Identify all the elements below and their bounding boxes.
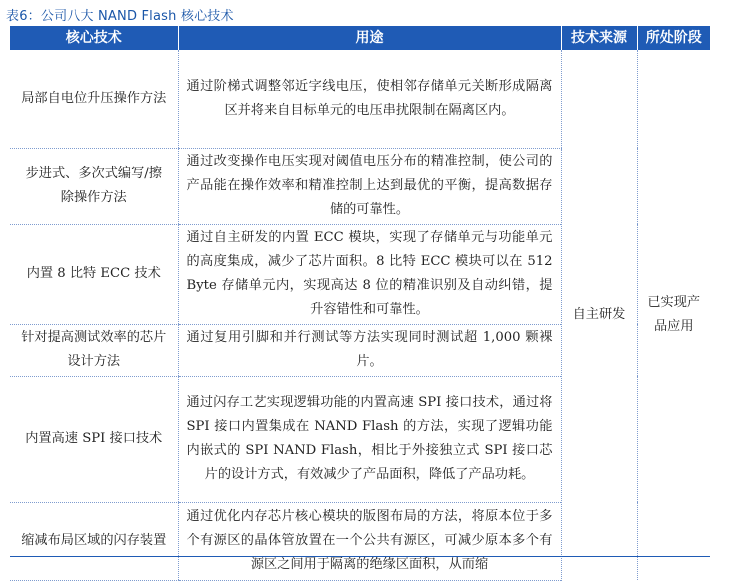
- header-core-tech: 核心技术: [10, 26, 178, 50]
- row-tech-name: 内置高速 SPI 接口技术: [10, 376, 178, 502]
- stage-cell: 已实现产品应用: [637, 50, 710, 580]
- table-header-row: [10, 26, 710, 50]
- table-row: [10, 50, 710, 148]
- row-tech-name: 针对提高测试效率的芯片设计方法: [10, 324, 178, 376]
- row-tech-name: 局部自电位升压操作方法: [10, 50, 178, 148]
- row-tech-name: 内置 8 比特 ECC 技术: [10, 224, 178, 324]
- table-bottom-rule: [10, 556, 710, 557]
- row-tech-usage: 通过阶梯式调整邻近字线电压，使相邻存储单元关断形成隔离区并将来自目标单元的电压串扰限制在隔离区内。: [178, 50, 561, 148]
- row-tech-usage: 通过优化内存芯片核心模块的版图布局的方法，将原本位于多个有源区的晶体管放置在一个公共有源区，可减少原本多个有源区之间用于隔离的绝缘区面积，从而缩: [178, 502, 561, 580]
- tech-source-cell: 自主研发: [561, 50, 637, 580]
- row-tech-usage: 通过闪存工艺实现逻辑功能的内置高速 SPI 接口技术，通过将 SPI 接口内置集成在 NAND Flash 的方法，实现了逻辑功能内嵌式的 SPI NAND Flash，相比于外接独立式 SPI 接口芯片的设计方式，有效减少了产品面积，降低了产品功耗。: [178, 376, 561, 502]
- header-usage: 用途: [178, 26, 561, 50]
- header-tech-source: 技术来源: [561, 26, 637, 50]
- row-tech-usage: 通过复用引脚和并行测试等方法实现同时测试超 1,000 颗裸片。: [178, 324, 561, 376]
- nand-flash-core-tech-table: [10, 26, 710, 581]
- header-stage: 所处阶段: [637, 26, 710, 50]
- row-tech-name: 步进式、多次式编写/擦除操作方法: [10, 148, 178, 224]
- row-tech-usage: 通过自主研发的内置 ECC 模块，实现了存储单元与功能单元的高度集成，减少了芯片面积。8 比特 ECC 模块可以在 512 Byte 存储单元内，实现高达 8 位的精准识别及自动纠错，提升容错性和可靠性。: [178, 224, 561, 324]
- row-tech-name: 缩减布局区域的闪存装置: [10, 502, 178, 580]
- row-tech-usage: 通过改变操作电压实现对阈值电压分布的精准控制，使公司的产品能在操作效率和精准控制上达到最优的平衡，提高数据存储的可靠性。: [178, 148, 561, 224]
- table-caption: 表6：公司八大 NAND Flash 核心技术: [6, 9, 234, 24]
